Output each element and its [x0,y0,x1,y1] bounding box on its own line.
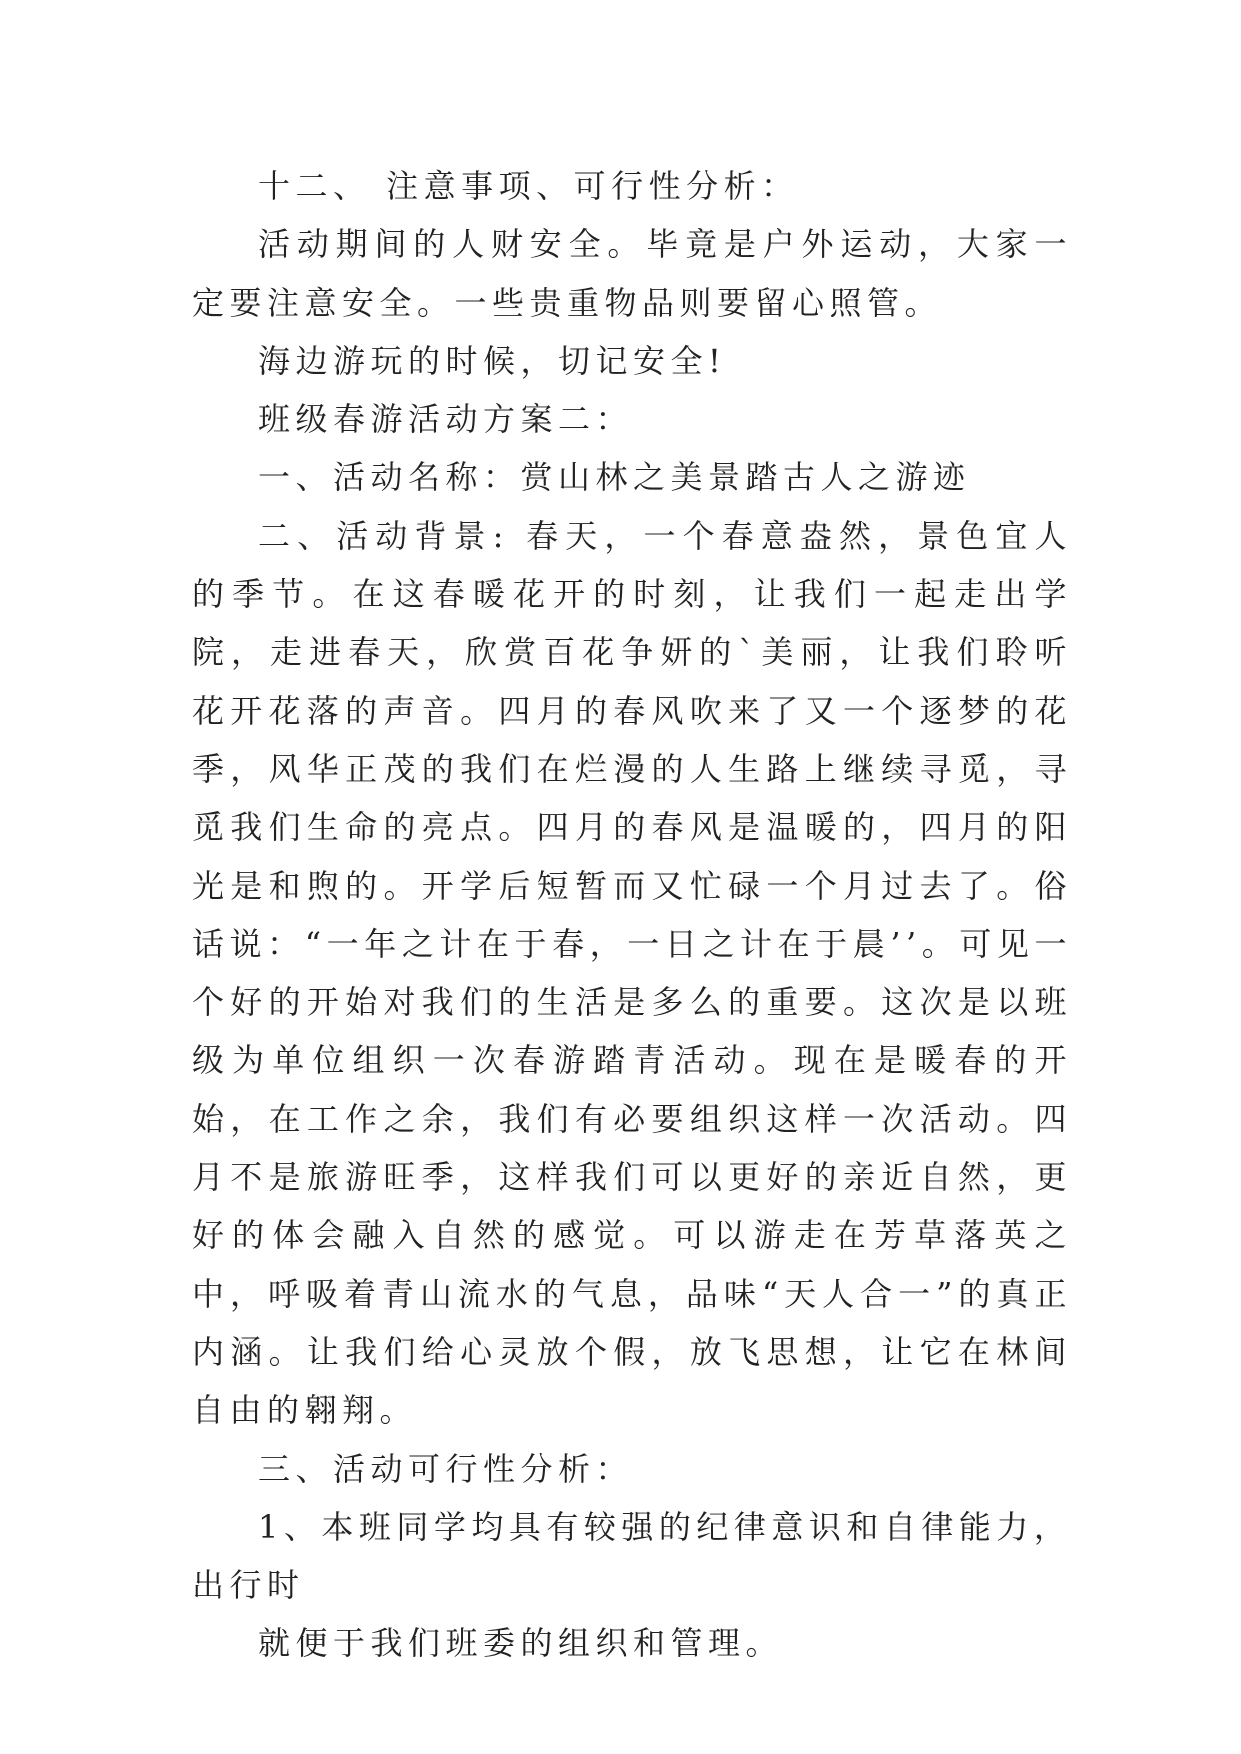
paragraph-activity-background: 二、活动背景: 春天，一个春意盎然，景色宜人的季节。在这春暖花开的时刻，让我们一起走出学院，走进春天，欣赏百花争妍的`美丽，让我们聆听花开花落的声音。四月的春风吹来了又一个逐梦的花季，风华正茂的我们在烂漫的人生路上继续寻觅，寻觅我们生命的亮点。四月的春风是温暖的，四月的阳光是和煦的。开学后短暂而又忙碌一个月过去了。俗话说：“一年之计在于春，一日之计在于晨’’。可见一个好的开始对我们的生活是多么的重要。这次是以班级为单位组织一次春游踏青活动。现在是暖春的开始，在工作之余，我们有必要组织这样一次活动。四月不是旅游旺季，这样我们可以更好的亲近自然，更好的体会融入自然的感觉。可以游走在芳草落英之中，呼吸着青山流水的气息，品味“天人合一”的真正内涵。让我们给心灵放个假，放飞思想，让它在林间自由的翱翔。 [192,516,1072,1430]
paragraph-safety: 活动期间的人财安全。毕竟是户外运动，大家一定要注意安全。一些贵重物品则要留心照管。 [192,225,1072,322]
paragraph-feasibility-1-cont: 就便于我们班委的组织和管理。 [258,1624,784,1663]
paragraph-feasibility-heading: 三、活动可行性分析： [258,1449,634,1488]
document-body [192,157,1072,1673]
paragraph-heading-12: 十二、 注意事项、可行性分析： [258,167,799,205]
paragraph-plan-two-title: 班级春游活动方案二： [258,400,634,439]
paragraph-feasibility-1: 1、本班同学均具有较强的纪律意识和自律能力，出行时 [192,1507,1072,1605]
paragraph-activity-name: 一、活动名称：赏山林之美景踏古人之游迹 [258,458,971,497]
paragraph-seaside: 海边游玩的时候，切记安全! [258,341,727,380]
